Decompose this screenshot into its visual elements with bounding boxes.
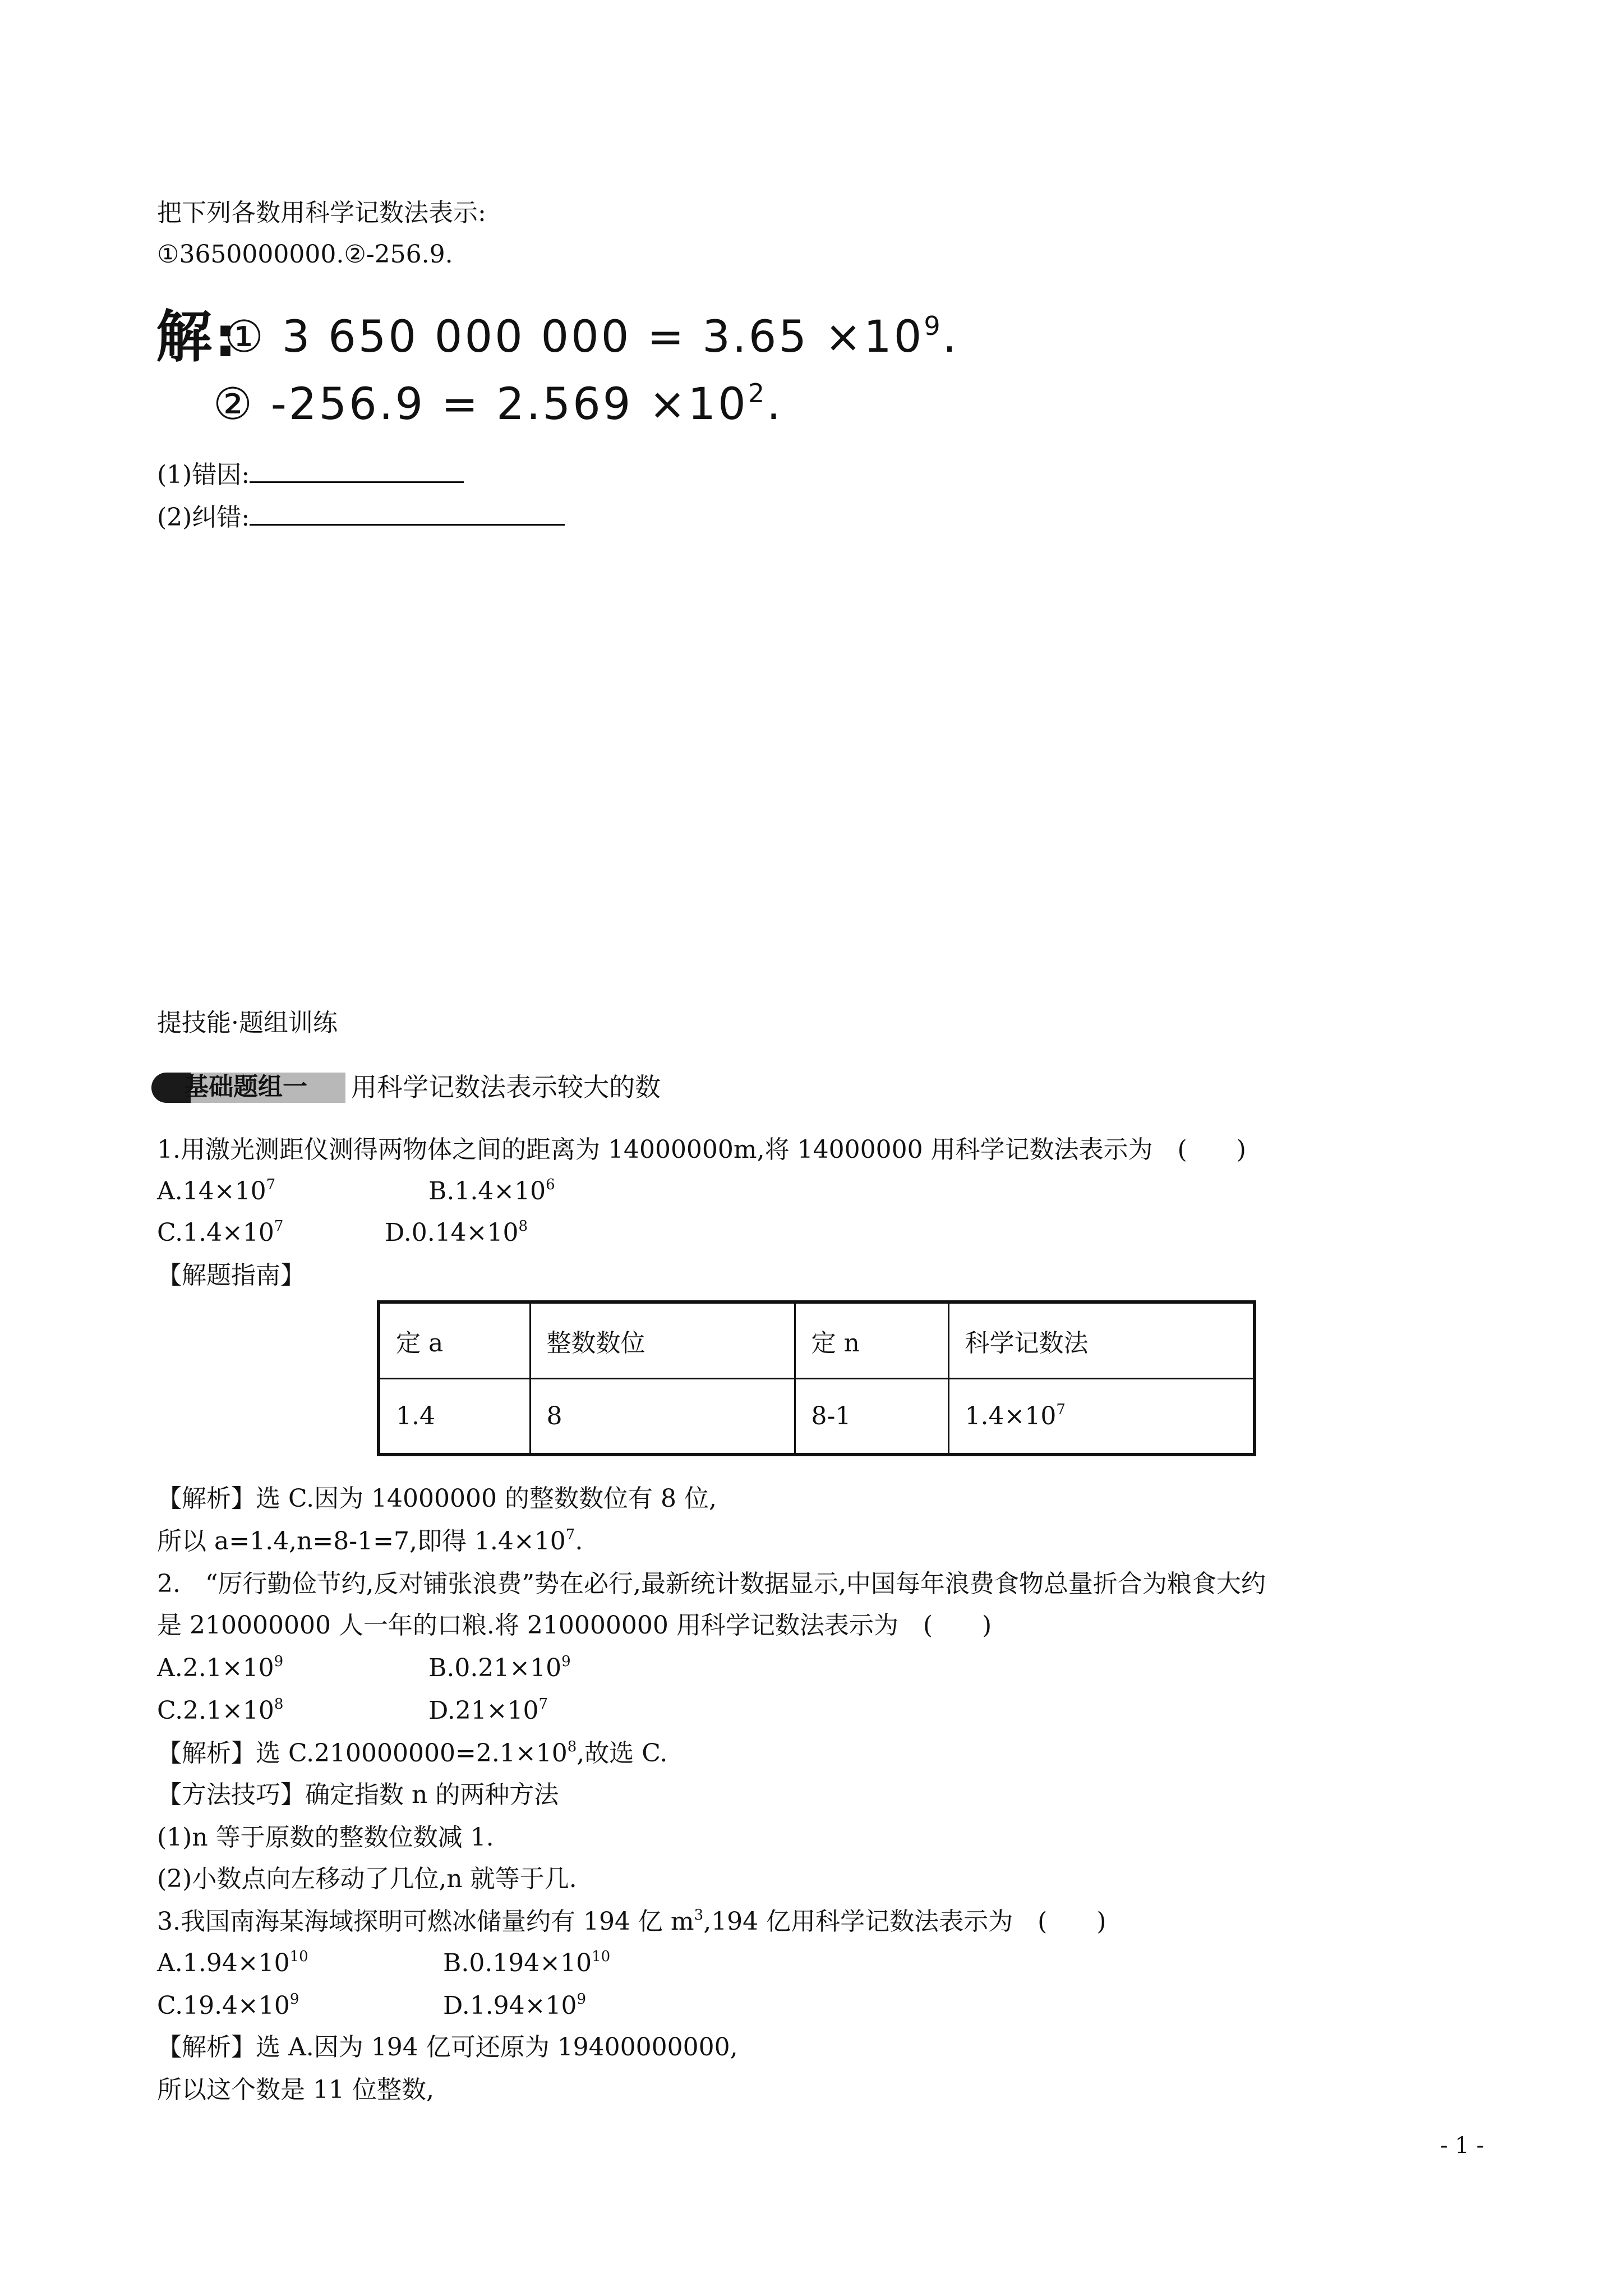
handwritten-solution-label: 解: <box>156 304 239 370</box>
q2-option-b[interactable]: $B.0.21\times 10^9$ <box>428 1653 571 1682</box>
section-title: 提技能·题组训练 <box>157 1009 338 1037</box>
handwritten-line-2: ② $-256.9 = 2.569 \times 10^2$. <box>213 378 783 430</box>
q1-option-b[interactable]: $B.1.4\times 10^6$ <box>428 1176 555 1205</box>
q3-option-b[interactable]: $B.0.194\times 10^{10}$ <box>443 1948 611 1977</box>
q1-analysis-line-1: 【解析】选 C.因为 14000000 的整数数位有 8 位, <box>157 1484 717 1513</box>
q2-option-a[interactable]: $A.2.1\times 10^9$ <box>157 1653 284 1682</box>
question-2-stem-line-1: 2. “厉行勤俭节约,反对铺张浪费”势在必行,最新统计数据显示,中国每年浪费食物总量折合为粮食大约 <box>157 1570 1266 1598</box>
q1-option-a[interactable]: $A.14\times 10^7$ <box>157 1176 276 1205</box>
page-number: - 1 - <box>1440 2133 1484 2159</box>
problem-statement: 把下列各数用科学记数法表示: <box>157 199 486 227</box>
q1-option-c[interactable]: $C.1.4\times 10^7$ <box>157 1218 284 1247</box>
table-header-cell: 定 n <box>795 1302 948 1378</box>
q2-option-c[interactable]: $C.2.1\times 10^8$ <box>157 1696 284 1725</box>
table-cell: 8-1 <box>795 1378 948 1455</box>
q3-analysis-line-2: 所以这个数是 11 位整数, <box>157 2076 434 2104</box>
handwritten-line-1: ① 3 650 000 $000 = 3.65 \times 10^9$. <box>224 311 959 362</box>
error-cause-blank[interactable] <box>250 457 464 483</box>
q3-option-a[interactable]: $A.1.94\times 10^{10}$ <box>157 1948 308 1977</box>
q3-analysis-line-1: 【解析】选 A.因为 194 亿可还原为 19400000000, <box>157 2033 738 2062</box>
problem-items: ①3650000000.②-256.9. <box>157 240 453 269</box>
table-cell: 1.4 <box>379 1378 530 1455</box>
error-cause-line: (1)错因: <box>157 457 464 491</box>
method-tip-2: (2)小数点向左移动了几位,n 就等于几. <box>157 1865 577 1893</box>
q2-analysis: 【解析】选 $C.210000000=2.1\times 10^8$,故选 C. <box>157 1738 668 1768</box>
table-header-cell: 定 a <box>379 1302 530 1378</box>
q1-analysis-line-2: 所以 a=1.4,n=8-1=7,即得 $1.4\times 10^7$. <box>157 1526 583 1556</box>
solution-guide-label: 【解题指南】 <box>157 1261 305 1290</box>
method-tip-1: (1)n 等于原数的整数位数减 1. <box>157 1823 494 1852</box>
section-badge: 基础题组一 <box>184 1073 307 1101</box>
correction-blank[interactable] <box>250 499 565 526</box>
question-2-stem-line-2: 是 210000000 人一年的口粮.将 210000000 用科学记数法表示为 ( ) <box>157 1611 992 1640</box>
q3-option-c[interactable]: $C.19.4\times 10^9$ <box>157 1991 299 2020</box>
table-row <box>379 1378 1255 1455</box>
table-cell: 8 <box>530 1378 795 1455</box>
q3-option-d[interactable]: $D.1.94\times 10^9$ <box>443 1991 587 2020</box>
q1-option-d[interactable]: $D.0.14\times 10^8$ <box>385 1218 528 1247</box>
section-topic: 用科学记数法表示较大的数 <box>351 1072 661 1102</box>
solution-guide-table <box>377 1300 1256 1456</box>
question-1-stem: 1.用激光测距仪测得两物体之间的距离为 14000000m,将 14000000 用科学记数法表示为 ( ) <box>157 1135 1246 1164</box>
table-header-cell: 科学记数法 <box>948 1302 1255 1378</box>
table-cell: $1.4\times 10^7$ <box>948 1378 1255 1455</box>
correction-line: (2)纠错: <box>157 499 565 533</box>
table-header-cell: 整数数位 <box>530 1302 795 1378</box>
q2-option-d[interactable]: $D.21\times 10^7$ <box>428 1696 548 1725</box>
method-tips-title: 【方法技巧】确定指数 n 的两种方法 <box>157 1780 559 1809</box>
question-3-stem: 3.我国南海某海域探明可燃冰储量约有 194 亿 $m^3,194$ 亿用科学记数法表示为 ( ) <box>157 1907 1106 1936</box>
table-row <box>379 1302 1255 1378</box>
